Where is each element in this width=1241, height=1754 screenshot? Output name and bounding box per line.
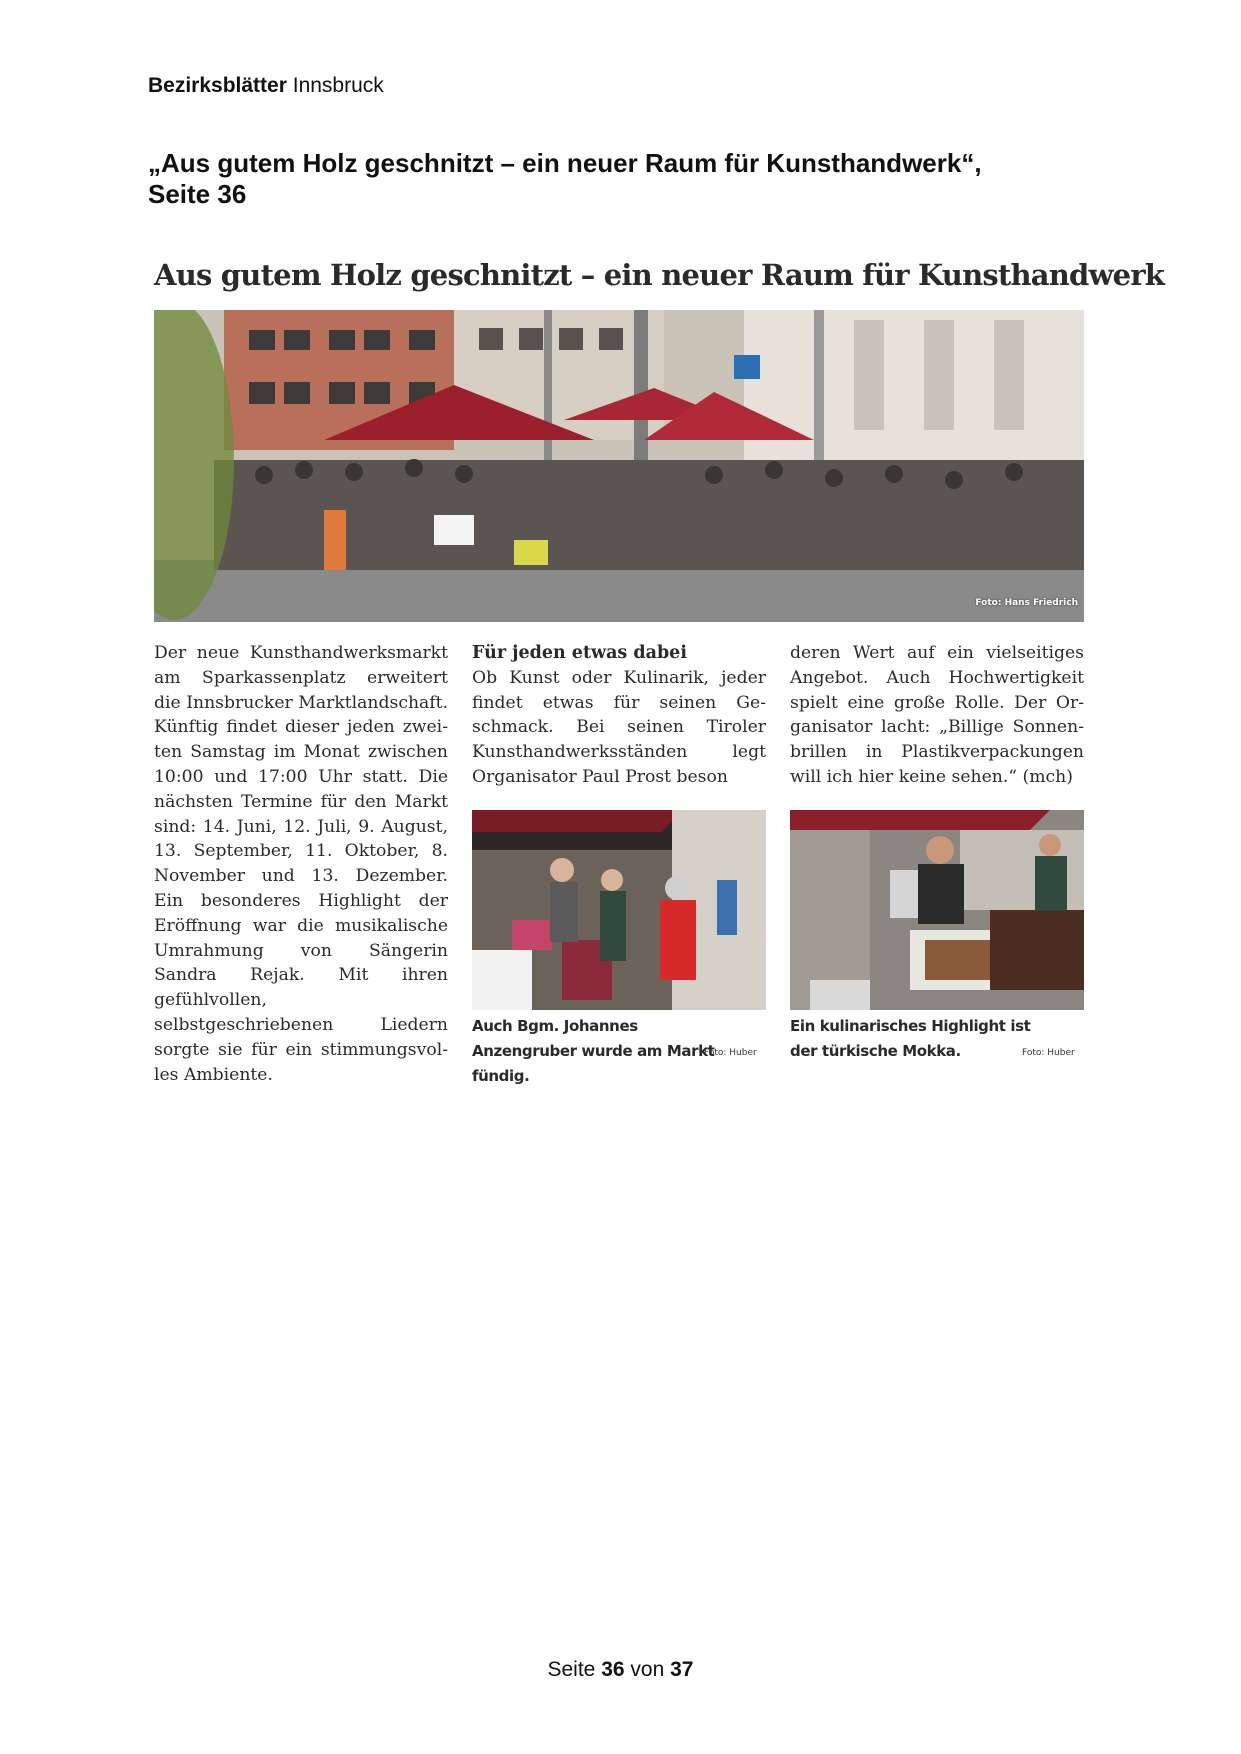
footer-middle: von <box>630 1658 665 1681</box>
document-title-line1: „Aus gutem Holz geschnitzt – ein neuer Raum für Kunsthandwerk“, <box>148 148 982 178</box>
article-headline: Aus gutem Holz geschnitzt – ein neuer Raum für Kunsthandwerk <box>154 258 1165 292</box>
photo-mayor <box>472 810 766 1010</box>
article-column-1 <box>154 641 448 1087</box>
publication-edition: Innsbruck <box>292 74 384 97</box>
main-photo <box>154 310 1084 622</box>
column-2-text: Ob Kunst oder Kulinarik, jeder findet etwas für seinen Geschmack. Bei seinen Tiroler Kunsthandwerksständen legt Organisator Paul Prost beson <box>472 667 766 787</box>
footer-page-number: 36 <box>601 1658 625 1681</box>
publication-name: Bezirksblätter <box>148 74 287 97</box>
column-1-text: Der neue Kunsthandwerksmarkt am Sparkassenplatz erweitert die Innsbrucker Marktlandschaft. Künftig findet dieser jeden zweiten Samstag im Monat zwischen 10:00 und 17:00 Uhr statt. Die nächsten Termine für den Markt sind: 14. Juni, 12. Juli, 9. August, 13. September, 11. Oktober, 8. November und 13. Dezember. Ein besonderes Highlight der Eröffnung war die musikalische Umrahmung von Sängerin Sandra Rejak. Mit ihren gefühlvollen, selbstgeschriebenen Liedern sorgte sie für ein stimmungsvolles Ambiente. <box>154 643 448 1085</box>
document-title-line2: Seite 36 <box>148 179 247 209</box>
photo-mokka-credit: Foto: Huber <box>1022 1048 1075 1058</box>
photo-mokka <box>790 810 1084 1010</box>
photo-mokka-caption: Ein kulinarisches Highlight ist der türkische Mokka. <box>790 1017 1031 1060</box>
main-photo-credit: Foto: Hans Friedrich <box>975 598 1078 608</box>
page-header <box>148 74 384 98</box>
footer-prefix: Seite <box>547 1658 596 1681</box>
article-column-3 <box>790 641 1084 790</box>
page-footer <box>0 1658 1241 1682</box>
newspaper-clipping <box>154 258 1165 1085</box>
section-subhead: Für jeden etwas dabei <box>472 643 687 663</box>
photo-mayor-caption: Auch Bgm. Johannes Anzengruber wurde am Markt fündig. <box>472 1017 715 1085</box>
document-title <box>148 148 1108 210</box>
photo-mayor-credit: Foto: Huber <box>704 1048 757 1058</box>
footer-page-total: 37 <box>670 1658 694 1681</box>
column-3-text: deren Wert auf ein vielseitiges Angebot. Auch Hochwertigkeit spielt eine große Rolle. Der Organisator lacht: „Billige Sonnenbrillen in Plastikverpackungen will ich hier keine sehen.“ (mch) <box>790 643 1084 787</box>
article-column-2 <box>472 641 766 790</box>
